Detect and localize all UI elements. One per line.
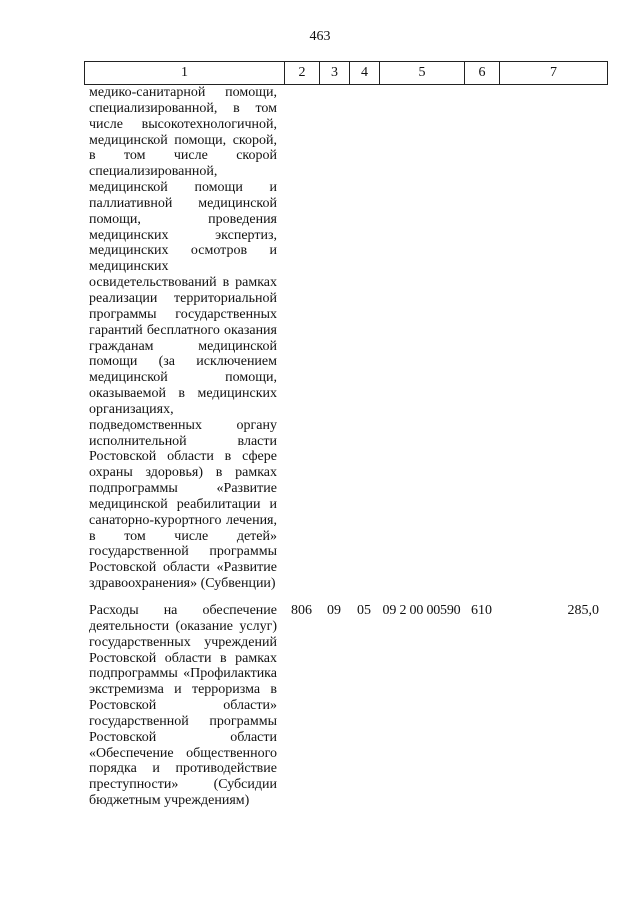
row-subsection-code: 05 <box>357 603 371 618</box>
header-col-5: 5 <box>380 62 465 84</box>
row-ministry-code: 806 <box>291 603 312 618</box>
row-target-article: 09 2 00 00590 <box>382 603 461 618</box>
header-col-6: 6 <box>465 62 500 84</box>
header-col-2: 2 <box>285 62 320 84</box>
row-amount: 285,0 <box>567 603 599 618</box>
table-header-row <box>84 61 608 85</box>
continued-row-description: медико-санитарной помощи, специализированной, в том числе высокотехнологичной, медицинской помощи, скорой, в том числе скорой специализированной, медицинской помощи и паллиативной медицинской помощи, проведения медицинских экспертиз, медицинских осмотров и медицинских освидетельствований в рамках реализации территориальной программы государственных гарантий бесплатного оказания гражданам медицинской помощи (за исключением медицинской помощи, оказываемой в медицинских организациях, подведомственных органу исполнительной власти Ростовской области в сфере охраны здоровья) в рамках подпрограммы «Развитие медицинской реабилитации и санаторно-курортного лечения, в том числе детей» государственной программы Ростовской области «Развитие здравоохранения» (Субвенции) <box>89 85 277 592</box>
page-number: 463 <box>309 29 331 44</box>
row-expense-type: 610 <box>471 603 492 618</box>
header-col-7: 7 <box>550 65 557 80</box>
header-col-4: 4 <box>350 62 380 84</box>
header-col-3: 3 <box>320 62 350 84</box>
row-section-code: 09 <box>327 603 341 618</box>
header-col-1: 1 <box>85 62 285 84</box>
row-description: Расходы на обеспечение деятельности (оказание услуг) государственных учреждений Ростовской области в рамках подпрограммы «Профилактика экстремизма и терроризма в Ростовской области» государственной программы Ростовской области «Обеспечение общественного порядка и противодействие преступности» (Субсидии бюджетным учреждениям) <box>89 603 277 809</box>
